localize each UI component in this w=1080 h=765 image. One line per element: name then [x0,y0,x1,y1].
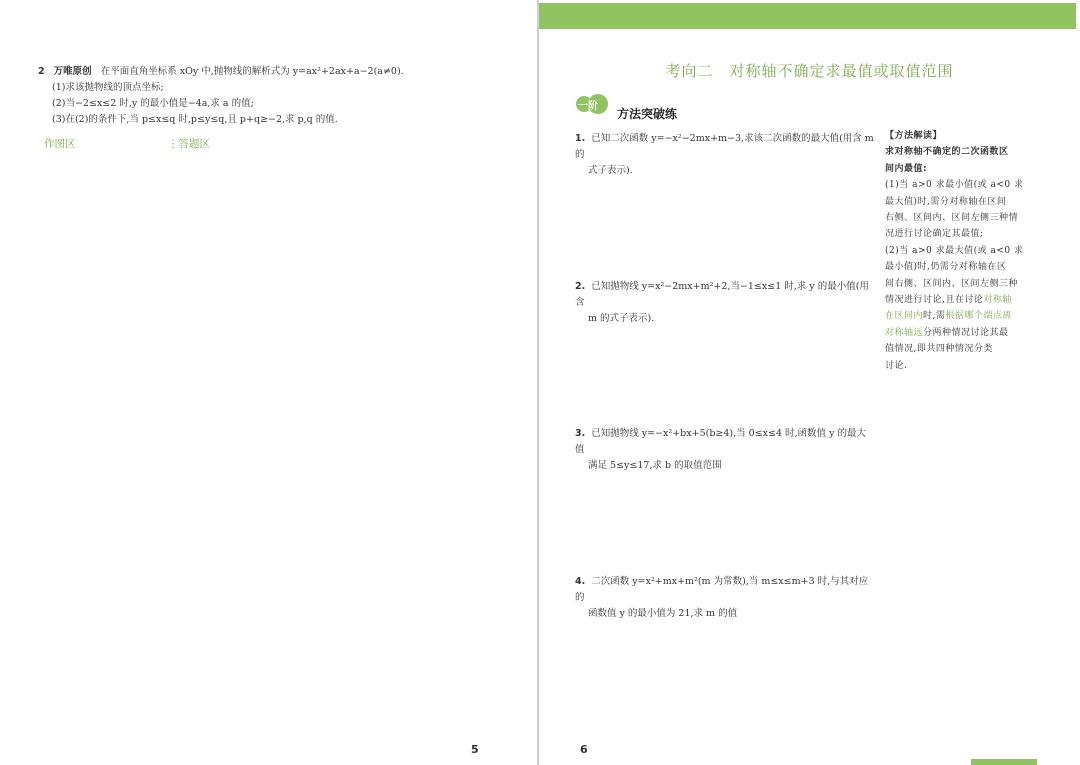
level-badge [576,94,608,114]
drawing-area-label: 作图区 [44,138,76,150]
left-page [0,0,537,765]
question-text-cont: 函数值 y 的最小值为 21,求 m 的值 [588,608,738,619]
question-2 [575,279,875,327]
question-part-3: (3)在(2)的条件下,当 p≤x≤q 时,p≤y≤q,且 p+q≥−2,求 p,q 的值. [52,114,338,125]
question-2 [38,64,518,128]
method-box-line: 对称轴远分两种情况讨论其最 [885,327,1009,338]
right-page [539,0,1080,765]
question-4 [575,574,875,622]
method-box-line: (2)当 a>0 求最大值(或 a<0 求 [885,245,1024,256]
method-box-line: 间右侧、区间内、区间左侧三种 [885,278,1019,289]
badge-text: 一阶 [578,101,598,112]
question-part-2: (2)当−2≤x≤2 时,y 的最小值是−4a,求 a 的值; [52,98,254,109]
highlight-text: 对称轴 [983,295,1012,306]
question-tag: 万唯原创 [53,66,92,77]
highlight-text: 对称轴远 [885,327,924,338]
method-box-subheader: 求对称轴不确定的二次函数区 [885,147,1009,158]
question-text: 已知抛物线 y=x²−2mx+m²+2,当−1≤x≤1 时,求 y 的最小值(用含 [575,281,869,308]
question-text-cont: m 的式子表示). [588,313,655,324]
question-number: 4. [575,576,586,587]
answer-area-label: ⋮答题区 [168,138,210,150]
method-box-line: 值情况,即共四种情况分类 [885,344,993,355]
question-text: 已知抛物线 y=−x²+bx+5(b≥4),当 0≤x≤4 时,函数值 y 的最大值 [575,428,866,455]
question-1 [575,131,875,179]
question-text-cont: 式子表示). [588,165,633,176]
highlight-text: 根据哪个端点离 [945,311,1012,322]
method-box-header: 【方法解读】 [885,131,943,141]
highlight-text: 在区间内 [885,311,924,322]
header-color-bar [539,3,1076,29]
method-box-line: 在区间内时,需根据哪个端点离 [885,311,1012,322]
method-box-line: 最小值)时,仍需分对称轴在区 [885,262,1007,273]
method-box-subheader: 间内最值: [885,163,928,174]
method-box-line: (1)当 a>0 求最小值(或 a<0 求 [885,180,1024,191]
page-title: 考向二 对称轴不确定求最值或取值范围 [665,62,954,80]
question-stem: 在平面直角坐标系 xOy 中,抛物线的解析式为 y=ax²+2ax+a−2(a≠0). [100,66,404,77]
question-3 [575,426,875,474]
method-box-line: 右侧、区间内、区间左侧三种情 [885,213,1019,224]
method-box-line: 况进行讨论确定其最值; [885,229,984,240]
question-number: 2 [38,66,45,77]
method-explanation-box [885,128,1025,374]
page-number-left: 5 [471,743,479,756]
question-part-1: (1)求该抛物线的顶点坐标; [52,82,164,93]
method-box-line: 最大值)时,需分对称轴在区间 [885,196,1007,207]
method-box-line: 讨论. [885,360,908,371]
question-number: 1. [575,133,586,144]
method-box-line: 情况进行讨论,且在讨论对称轴 [885,295,1012,306]
page-number-right: 6 [580,743,588,756]
question-text-cont: 满足 5≤y≤17,求 b 的取值范围 [588,460,722,471]
section-title: 方法突破练 [617,107,678,121]
question-number: 2. [575,281,586,292]
bottom-color-tab [971,759,1037,765]
question-number: 3. [575,428,586,439]
question-text: 已知二次函数 y=−x²−2mx+m−3,求该二次函数的最大值(用含 m 的 [575,133,874,160]
question-text: 二次函数 y=x²+mx+m²(m 为常数),当 m≤x≤m+3 时,与其对应的 [575,576,869,603]
question-2-stem-line [38,64,518,80]
